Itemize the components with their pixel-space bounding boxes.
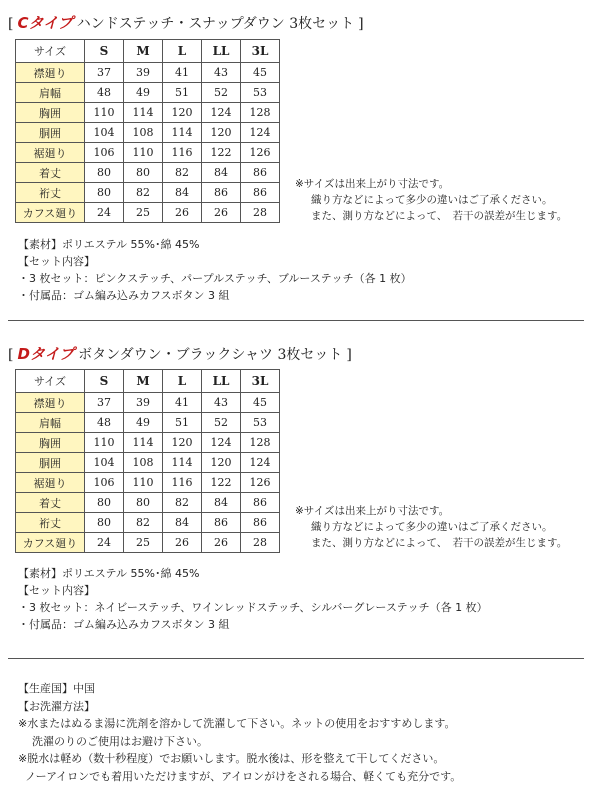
measurement-value: 86 [241, 163, 280, 183]
title-text: ハンドステッチ・スナップダウン 3枚セット [76, 16, 355, 32]
measurement-label: 裄丈 [16, 183, 85, 203]
measurement-label: 裾廻り [16, 473, 85, 493]
measurement-value: 86 [241, 493, 280, 513]
measurement-value: 122 [202, 473, 241, 493]
measurement-value: 104 [85, 123, 124, 143]
measurement-value: 25 [124, 533, 163, 553]
material-text: 【素材】ポリエステル 55%･綿 45% [18, 238, 200, 251]
measurement-value: 41 [163, 393, 202, 413]
size-column-header: S [85, 370, 124, 393]
note-line: 織り方などによって多少の違いはご了承ください。 [311, 194, 553, 206]
measurement-value: 122 [202, 143, 241, 163]
measurement-label: 着丈 [16, 163, 85, 183]
measurement-value: 126 [241, 473, 280, 493]
measurement-value: 116 [163, 143, 202, 163]
measurement-value: 86 [202, 183, 241, 203]
measurement-value: 45 [241, 393, 280, 413]
measurement-value: 48 [85, 413, 124, 433]
measurement-value: 126 [241, 143, 280, 163]
measurement-value: 82 [124, 513, 163, 533]
table-row [16, 123, 280, 143]
measurement-value: 39 [124, 63, 163, 83]
measurement-label: 裾廻り [16, 143, 85, 163]
measurement-value: 120 [202, 453, 241, 473]
bracket-open: [ [8, 16, 14, 32]
measurement-label: 肩幅 [16, 413, 85, 433]
measurement-value: 128 [241, 433, 280, 453]
table-header-row [16, 370, 280, 393]
table-row [16, 83, 280, 103]
size-column-header: S [85, 40, 124, 63]
title-text: ボタンダウン・ブラックシャツ 3枚セット [78, 347, 343, 363]
size-note [295, 503, 567, 551]
table-row [16, 143, 280, 163]
size-column-header: M [124, 40, 163, 63]
measurement-label: 肩幅 [16, 83, 85, 103]
measurement-value: 120 [163, 103, 202, 123]
product-info [18, 236, 412, 304]
measurement-value: 51 [163, 413, 202, 433]
measurement-value: 26 [163, 203, 202, 223]
size-column-header: 3L [241, 370, 280, 393]
table-row [16, 473, 280, 493]
measurement-label: 胴囲 [16, 123, 85, 143]
measurement-value: 49 [124, 413, 163, 433]
measurement-value: 84 [202, 163, 241, 183]
wash-line: ノーアイロンでも着用いただけますが、アイロンがけをされる場合、軽くても充分です。 [25, 769, 462, 783]
measurement-value: 26 [202, 203, 241, 223]
measurement-value: 120 [163, 433, 202, 453]
measurement-value: 53 [241, 83, 280, 103]
measurement-value: 26 [202, 533, 241, 553]
measurement-value: 80 [124, 493, 163, 513]
size-column-header: M [124, 370, 163, 393]
measurement-value: 110 [85, 103, 124, 123]
measurement-value: 106 [85, 473, 124, 493]
divider [8, 320, 584, 321]
measurement-label: カフス廻り [16, 533, 85, 553]
measurement-value: 128 [241, 103, 280, 123]
measurement-label: 襟廻り [16, 393, 85, 413]
size-column-header: 3L [241, 40, 280, 63]
measurement-value: 110 [85, 433, 124, 453]
measurement-value: 110 [124, 473, 163, 493]
measurement-value: 26 [163, 533, 202, 553]
measurement-value: 28 [241, 203, 280, 223]
table-row [16, 103, 280, 123]
measurement-value: 43 [202, 393, 241, 413]
measurement-value: 82 [163, 163, 202, 183]
measurement-value: 53 [241, 413, 280, 433]
measurement-value: 80 [85, 163, 124, 183]
size-corner-label: サイズ [16, 40, 85, 63]
measurement-value: 45 [241, 63, 280, 83]
measurement-value: 114 [163, 123, 202, 143]
measurement-label: 裄丈 [16, 513, 85, 533]
set-item: ・3 枚セット：ネイビーステッチ、ワインレッドステッチ、シルバーグレーステッチ（各 1 枚） [18, 601, 488, 614]
table-row [16, 203, 280, 223]
measurement-value: 28 [241, 533, 280, 553]
origin-text: 【生産国】中国 [18, 682, 95, 695]
measurement-value: 52 [202, 83, 241, 103]
type-label: Cタイプ [17, 14, 73, 32]
measurement-label: 胴囲 [16, 453, 85, 473]
measurement-label: 襟廻り [16, 63, 85, 83]
measurement-value: 120 [202, 123, 241, 143]
measurement-label: 胸囲 [16, 433, 85, 453]
bracket-close: ] [346, 347, 352, 363]
measurement-value: 108 [124, 453, 163, 473]
set-item: ・付属品：ゴム編み込みカフスボタン 3 組 [18, 289, 230, 302]
section-title [8, 343, 352, 365]
measurement-value: 84 [202, 493, 241, 513]
type-label: Dタイプ [17, 345, 75, 363]
care-info [18, 680, 461, 785]
note-line: ※サイズは出来上がり寸法です。 [295, 505, 450, 517]
measurement-value: 52 [202, 413, 241, 433]
set-item: ・3 枚セット：ピンクステッチ、パープルステッチ、ブルーステッチ（各 1 枚） [18, 272, 412, 285]
measurement-value: 86 [241, 513, 280, 533]
bracket-open: [ [8, 347, 14, 363]
measurement-value: 114 [124, 103, 163, 123]
measurement-value: 86 [202, 513, 241, 533]
measurement-value: 84 [163, 513, 202, 533]
measurement-value: 124 [202, 433, 241, 453]
note-line: 織り方などによって多少の違いはご了承ください。 [311, 521, 553, 533]
measurement-value: 37 [85, 393, 124, 413]
set-heading: 【セット内容】 [18, 255, 95, 268]
table-row [16, 453, 280, 473]
note-line: また、測り方などによって、 若干の誤差が生じます。 [311, 537, 568, 549]
measurement-value: 104 [85, 453, 124, 473]
measurement-value: 80 [124, 163, 163, 183]
size-column-header: L [163, 40, 202, 63]
set-heading: 【セット内容】 [18, 584, 95, 597]
measurement-label: カフス廻り [16, 203, 85, 223]
size-column-header: LL [202, 40, 241, 63]
size-table [15, 39, 280, 223]
wash-heading: 【お洗濯方法】 [18, 699, 95, 713]
measurement-value: 48 [85, 83, 124, 103]
measurement-value: 116 [163, 473, 202, 493]
product-info [18, 565, 488, 633]
size-table [15, 369, 280, 553]
measurement-value: 49 [124, 83, 163, 103]
table-header-row [16, 40, 280, 63]
set-item: ・付属品：ゴム編み込みカフスボタン 3 組 [18, 618, 230, 631]
measurement-value: 108 [124, 123, 163, 143]
measurement-value: 24 [85, 533, 124, 553]
table-row [16, 493, 280, 513]
measurement-value: 80 [85, 493, 124, 513]
wash-line: 洗濯のりのご使用はお避け下さい。 [32, 734, 208, 748]
measurement-value: 114 [163, 453, 202, 473]
measurement-value: 106 [85, 143, 124, 163]
measurement-value: 80 [85, 183, 124, 203]
table-row [16, 533, 280, 553]
size-note [295, 176, 567, 224]
size-corner-label: サイズ [16, 370, 85, 393]
table-row [16, 163, 280, 183]
measurement-value: 51 [163, 83, 202, 103]
note-line: また、測り方などによって、 若干の誤差が生じます。 [311, 210, 568, 222]
measurement-label: 着丈 [16, 493, 85, 513]
size-column-header: L [163, 370, 202, 393]
measurement-value: 37 [85, 63, 124, 83]
material-text: 【素材】ポリエステル 55%･綿 45% [18, 567, 200, 580]
wash-line: ※脱水は軽め（数十秒程度）でお願いします。脱水後は、形を整えて干してください。 [18, 752, 445, 765]
wash-line: ※水またはぬるま湯に洗剤を溶かして洗濯して下さい。ネットの使用をおすすめします。 [18, 717, 456, 730]
table-row [16, 513, 280, 533]
measurement-value: 124 [241, 123, 280, 143]
measurement-value: 124 [241, 453, 280, 473]
measurement-value: 82 [163, 493, 202, 513]
table-row [16, 183, 280, 203]
table-row [16, 413, 280, 433]
measurement-value: 84 [163, 183, 202, 203]
table-row [16, 433, 280, 453]
table-row [16, 63, 280, 83]
measurement-value: 80 [85, 513, 124, 533]
measurement-value: 114 [124, 433, 163, 453]
size-column-header: LL [202, 370, 241, 393]
measurement-value: 25 [124, 203, 163, 223]
note-line: ※サイズは出来上がり寸法です。 [295, 178, 450, 190]
table-row [16, 393, 280, 413]
measurement-value: 39 [124, 393, 163, 413]
measurement-value: 110 [124, 143, 163, 163]
measurement-value: 41 [163, 63, 202, 83]
section-title [8, 12, 364, 34]
divider [8, 658, 584, 659]
measurement-value: 86 [241, 183, 280, 203]
measurement-value: 124 [202, 103, 241, 123]
measurement-label: 胸囲 [16, 103, 85, 123]
measurement-value: 24 [85, 203, 124, 223]
measurement-value: 43 [202, 63, 241, 83]
bracket-close: ] [358, 16, 364, 32]
measurement-value: 82 [124, 183, 163, 203]
